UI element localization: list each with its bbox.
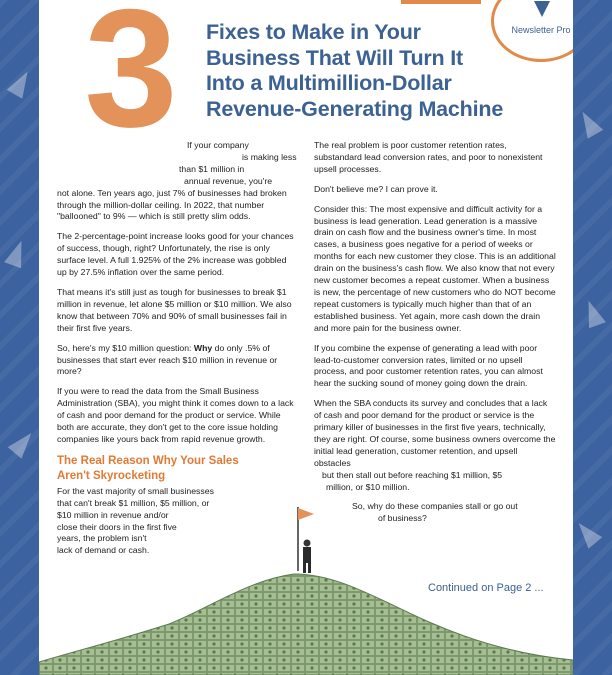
logo-icon [534,1,550,17]
intro-indent [57,140,297,152]
right-column [314,140,556,525]
text-span: So, here's my $10 million question: [57,342,194,353]
paragraph: Don't believe me? I can prove it. [314,183,438,194]
text-span: do only .5% of businesses that start ever reach $10 million in revenue or more? [57,342,278,377]
intro-line: If your company [187,140,249,150]
intro-line: than $1 million in [179,163,245,174]
intro-line: is making less [242,151,297,162]
intro-indent [57,152,297,164]
text-span: When the SBA conducts its survey and concludes that a lack of cash and poor demand for the product or service is the primary killer of businesses in the first five years, technically, they are right. Of course, some business owners overcome the initial lead generation, customer retention, and upsell obstacles [314,398,556,468]
paragraph: not alone. Ten years ago, just 7% of businesses had broken through the million-dollar ceiling. In 2022, that number "ballooned" to 9% — which is still pretty slim odds. [57,187,287,222]
paragraph [314,398,556,469]
text-line: For the vast majority of small businesses [57,485,214,496]
text-line: but then stall out before reaching $1 million, $5 [322,469,503,480]
paragraph [57,343,297,379]
text-line: $10 million in revenue and/or [57,509,169,520]
paragraph: If you combine the expense of generating a lead with poor lead-to-customer conversion rates, limited or no upsell process, and poor customer retention rates, you can almost hear the sucking sound of money going down the drain. [314,342,543,389]
paragraph [57,486,297,557]
text-line: So, why do these companies stall or go out [352,501,518,512]
intro-indent [57,176,297,188]
paragraph: Consider this: The most expensive and difficult activity for a business is lead generation. Lead generation is a massive drain on cash flow and the business owner's time. In most cases, a business goes negative for a period of weeks or months for each new customer they close. This is an additional drain on the business's cash flow. We also know that not every new customer becomes a repeat customer. When a business is new, the percentage of new customers who do NOT become repeat customers is typically much higher than that of an established business. Yet again, more cash down the drain and more pain for the business owner. [314,203,556,333]
text-line: close their doors in the first five [57,521,177,532]
big-number-3 [61,0,201,144]
text-line: years, the problem isn't [57,533,147,544]
paragraph: The 2-percentage-point increase looks good for your chances of success, though, right? Unfortunately, the rise is only surface level. A full 1.925% of the 2% increase was gobbled up by 27.5% inflation over the same period. [57,231,294,278]
left-column [57,140,297,557]
text-line: of business? [378,513,427,524]
text-line: lack of demand or cash. [57,545,150,556]
newsletter-page [39,0,573,675]
subheading-line: Aren't Skyrocketing [57,469,166,482]
headline-line: Business That Will Turn It [206,45,463,70]
emphasis-text: Why [193,342,213,353]
continued-link[interactable]: Continued on Page 2 ... [428,582,544,594]
money-pile-image [39,560,573,675]
headline-line: Fixes to Make in Your [206,20,421,44]
subheading-line: The Real Reason Why Your Sales [57,454,239,467]
paragraph: The real problem is poor customer retention rates, substandard lead conversion rates, and poor to nonexistent upsell processes. [314,140,543,174]
headline-line: Into a Multimillion-Dollar [206,71,452,95]
intro-indent [57,164,297,176]
paragraph: That means it's still just as tough for businesses to break $1 million in revenue, let alone $5 million or $10 million. We also know that between 70% and 90% of small businesses fail in their first five years. [57,286,292,333]
headline-line: Revenue-Generating Machine [206,96,504,121]
text-line: that can't break $1 million, $5 million, or [57,497,210,508]
svg-text:3: 3 [84,0,178,144]
section-subheading [57,454,297,484]
text-line: million, or $10 million. [326,481,410,492]
intro-line: annual revenue, you're [184,175,273,186]
accent-bar [401,0,481,4]
paragraph: If you were to read the data from the Small Business Administration (SBA), you might think it comes down to a lack of cash and poor demand for the product or service. While both are accurate, they don't get to the core issue holding companies like yours back from rapid revenue growth. [57,386,294,444]
badge-label: Newsletter Pro [511,25,571,35]
